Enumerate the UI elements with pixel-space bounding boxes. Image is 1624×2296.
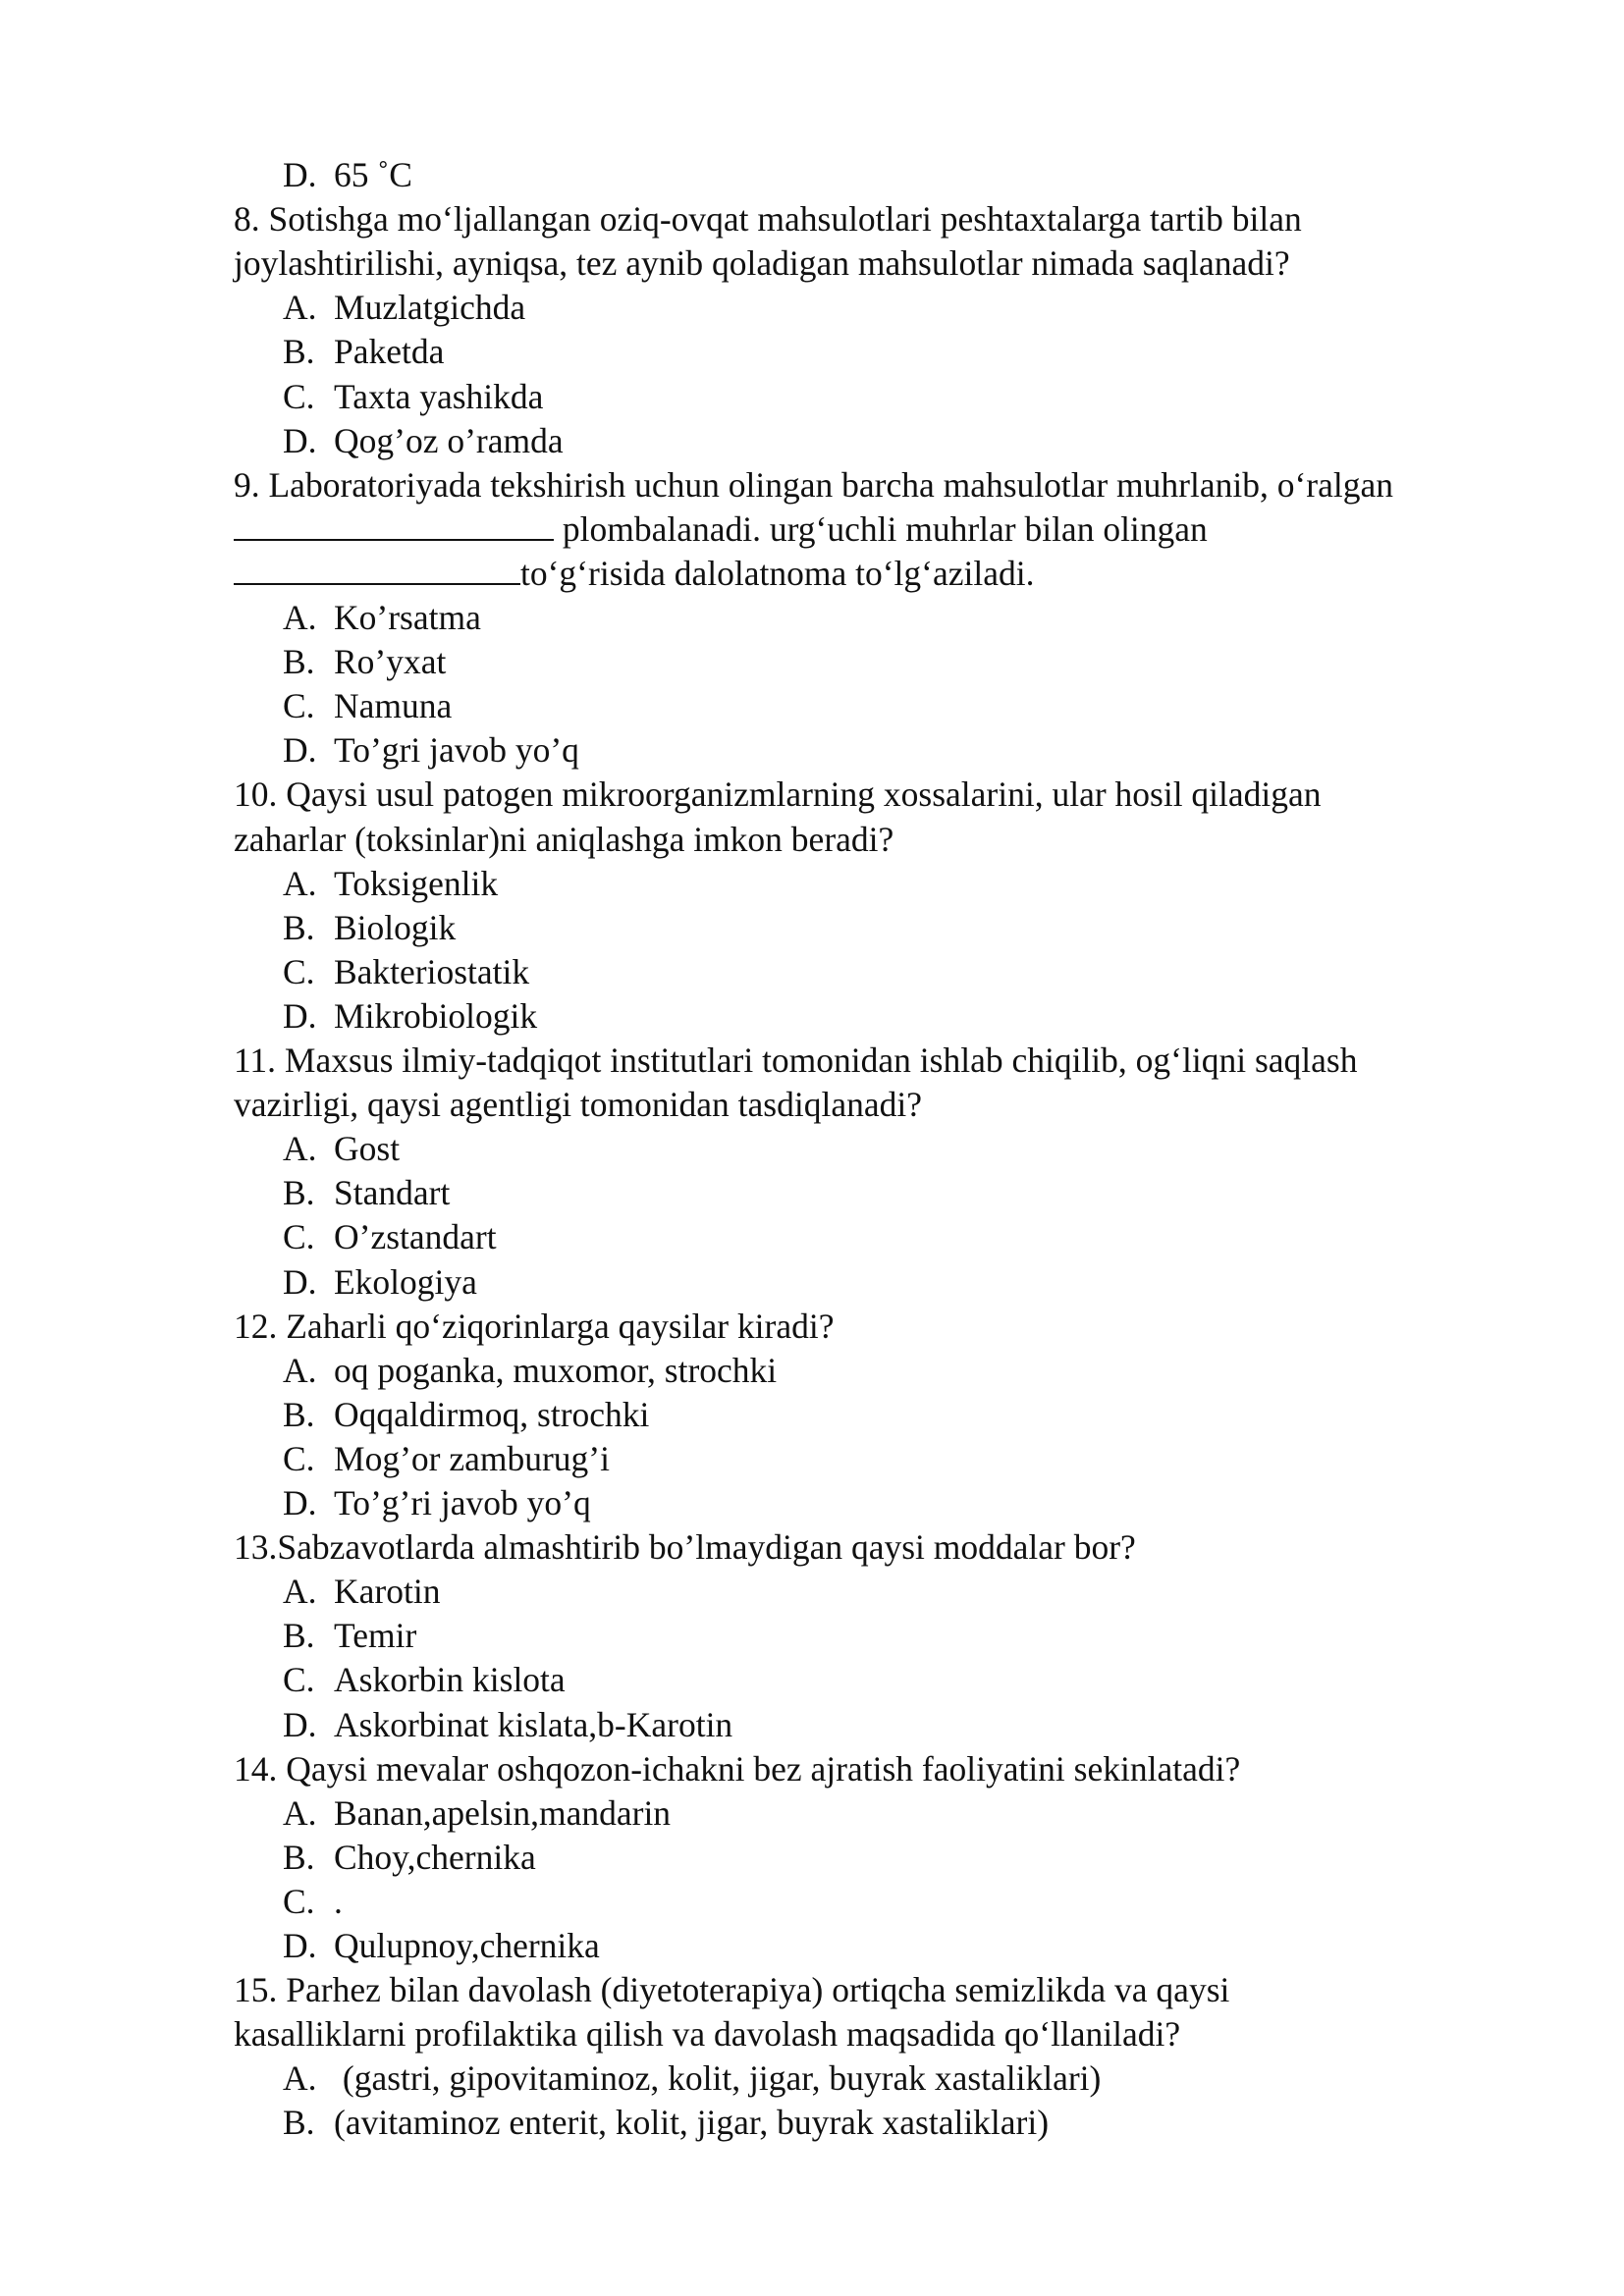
question-text: joylashtirilishi, ayniqsa, tez aynib qoladigan mahsulotlar nimada saqlanadi? bbox=[234, 243, 1290, 284]
question-text: 13.Sabzavotlarda almashtirib bo’lmaydigan qaysi moddalar bor? bbox=[234, 1527, 1136, 1568]
option-text: Paketda bbox=[334, 332, 445, 372]
answer-option bbox=[283, 994, 537, 1039]
option-letter: A. bbox=[283, 288, 317, 328]
option-text: Temir bbox=[334, 1616, 417, 1656]
option-letter: D. bbox=[283, 155, 317, 194]
question-text: 11. Maxsus ilmiy-tadqiqot institutlari tomonidan ishlab chiqilib, og‘liqni saqlash bbox=[234, 1041, 1358, 1080]
answer-option bbox=[283, 640, 446, 684]
option-letter: C. bbox=[283, 376, 315, 416]
option-text: Standart bbox=[334, 1173, 451, 1213]
answer-option bbox=[283, 728, 579, 773]
question-text: 14. Qaysi mevalar oshqozon-ichakni bez ajratish faoliyatini sekinlatadi? bbox=[234, 1748, 1241, 1789]
option-letter: B. bbox=[283, 1394, 315, 1434]
option-letter: B. bbox=[283, 907, 315, 947]
answer-option bbox=[283, 2056, 1101, 2101]
fill-in-line bbox=[234, 552, 1034, 596]
option-text: oq poganka, muxomor, strochki bbox=[334, 1350, 778, 1390]
question-text: plombalanadi. urg‘uchli muhrlar bilan olingan bbox=[554, 508, 1208, 549]
option-text: Qog’oz o’ramda bbox=[334, 420, 564, 460]
option-letter: B. bbox=[283, 1837, 315, 1877]
option-letter: B. bbox=[283, 642, 315, 682]
answer-option bbox=[283, 375, 543, 419]
answer-option bbox=[283, 419, 564, 463]
answer-option bbox=[283, 1437, 610, 1481]
option-letter: D. bbox=[283, 1704, 317, 1744]
answer-option bbox=[283, 1127, 400, 1171]
answer-option bbox=[283, 950, 529, 994]
option-text: Askorbinat kislata,b-Karotin bbox=[334, 1704, 733, 1744]
option-letter: D. bbox=[283, 1483, 317, 1522]
option-text: Karotin bbox=[334, 1572, 441, 1612]
answer-option bbox=[283, 286, 525, 330]
option-text: Askorbin kislota bbox=[334, 1660, 566, 1700]
answer-option bbox=[283, 1614, 416, 1658]
option-letter: C. bbox=[283, 951, 315, 991]
option-text: Toksigenlik bbox=[334, 863, 499, 903]
answer-option bbox=[283, 1215, 497, 1259]
option-text: Bakteriostatik bbox=[334, 951, 530, 991]
answer-option bbox=[283, 684, 452, 728]
option-text: Choy,chernika bbox=[334, 1837, 536, 1877]
option-letter: D. bbox=[283, 730, 317, 771]
option-text: . bbox=[334, 1881, 343, 1921]
option-letter: A. bbox=[283, 863, 317, 903]
answer-option bbox=[283, 2101, 1049, 2145]
option-text: Mog’or zamburug’i bbox=[334, 1438, 610, 1478]
option-text: Oqqaldirmoq, strochki bbox=[334, 1394, 650, 1434]
option-text: Biologik bbox=[334, 907, 457, 947]
option-letter: C. bbox=[283, 1660, 315, 1700]
fill-in-line bbox=[234, 507, 1208, 552]
answer-option bbox=[283, 1836, 536, 1880]
answer-option bbox=[283, 596, 481, 640]
question-text: zaharlar (toksinlar)ni aniqlashga imkon beradi? bbox=[234, 819, 894, 859]
question-text: 8. Sotishga mo‘ljallangan oziq-ovqat mahsulotlari peshtaxtalarga tartib bilan bbox=[234, 199, 1302, 240]
answer-option bbox=[283, 1791, 671, 1836]
answer-option bbox=[283, 1481, 591, 1525]
option-text: Muzlatgichda bbox=[334, 288, 526, 328]
answer-option bbox=[283, 1260, 477, 1305]
option-text: Ekologiya bbox=[334, 1261, 477, 1302]
option-text: Ro’yxat bbox=[334, 642, 447, 682]
option-letter: D. bbox=[283, 995, 317, 1036]
answer-option bbox=[283, 1393, 649, 1437]
option-text: Banan,apelsin,mandarin bbox=[334, 1792, 672, 1833]
option-text: Taxta yashikda bbox=[334, 376, 544, 416]
option-letter: C. bbox=[283, 1438, 315, 1478]
question-text: 9. Laboratoriyada tekshirish uchun olingan barcha mahsulotlar muhrlanib, o‘ralgan bbox=[234, 464, 1393, 505]
blank-underline bbox=[234, 511, 554, 541]
option-letter: D. bbox=[283, 1261, 317, 1302]
answer-option bbox=[283, 1171, 450, 1215]
question-text: 12. Zaharli qo‘ziqorinlarga qaysilar kiradi? bbox=[234, 1306, 835, 1346]
blank-underline bbox=[234, 556, 520, 585]
option-letter: B. bbox=[283, 1173, 315, 1213]
option-text: Namuna bbox=[334, 686, 453, 726]
option-letter: A. bbox=[283, 1572, 317, 1612]
option-text: Gost bbox=[334, 1129, 401, 1169]
answer-option bbox=[283, 1349, 777, 1393]
answer-option bbox=[283, 1880, 343, 1924]
option-text: 65 ˚C bbox=[334, 155, 412, 194]
question-text: to‘g‘risida dalolatnoma to‘lg‘aziladi. bbox=[520, 553, 1035, 593]
option-letter: C. bbox=[283, 686, 315, 726]
question-text: kasalliklarni profilaktika qilish va davolash maqsadida qo‘llaniladi? bbox=[234, 2014, 1181, 2055]
option-text: Qulupnoy,chernika bbox=[334, 1926, 600, 1965]
question-text: 10. Qaysi usul patogen mikroorganizmlarning xossalarini, ular hosil qiladigan bbox=[234, 774, 1322, 815]
option-letter: C. bbox=[283, 1217, 315, 1257]
option-text: Ko’rsatma bbox=[334, 598, 481, 637]
option-text: (gastri, gipovitaminoz, kolit, jigar, buyrak xastaliklari) bbox=[334, 2058, 1102, 2099]
answer-option bbox=[283, 330, 444, 374]
option-letter: B. bbox=[283, 2103, 315, 2143]
answer-option bbox=[283, 1924, 600, 1968]
question-text: vazirligi, qaysi agentligi tomonidan tasdiqlanadi? bbox=[234, 1085, 922, 1125]
question-text: 15. Parhez bilan davolash (diyetoterapiya) ortiqcha semizlikda va qaysi bbox=[234, 1970, 1230, 2010]
option-text: O’zstandart bbox=[334, 1217, 497, 1257]
answer-option bbox=[283, 1703, 732, 1747]
option-letter: B. bbox=[283, 332, 315, 372]
answer-option bbox=[283, 1570, 440, 1614]
answer-option bbox=[283, 1658, 566, 1702]
option-letter: C. bbox=[283, 1881, 315, 1921]
option-letter: D. bbox=[283, 420, 317, 460]
option-letter: D. bbox=[283, 1926, 317, 1965]
option-letter: A. bbox=[283, 2058, 317, 2099]
option-letter: A. bbox=[283, 598, 317, 637]
option-text: To’g’ri javob yo’q bbox=[334, 1483, 591, 1522]
option-letter: A. bbox=[283, 1792, 317, 1833]
answer-option bbox=[283, 153, 412, 197]
option-text: To’gri javob yo’q bbox=[334, 730, 579, 771]
option-text: Mikrobiologik bbox=[334, 995, 538, 1036]
answer-option bbox=[283, 862, 498, 906]
option-letter: A. bbox=[283, 1350, 317, 1390]
option-letter: B. bbox=[283, 1616, 315, 1656]
option-letter: A. bbox=[283, 1129, 317, 1169]
answer-option bbox=[283, 906, 456, 950]
option-text: (avitaminoz enterit, kolit, jigar, buyrak xastaliklari) bbox=[334, 2103, 1050, 2143]
